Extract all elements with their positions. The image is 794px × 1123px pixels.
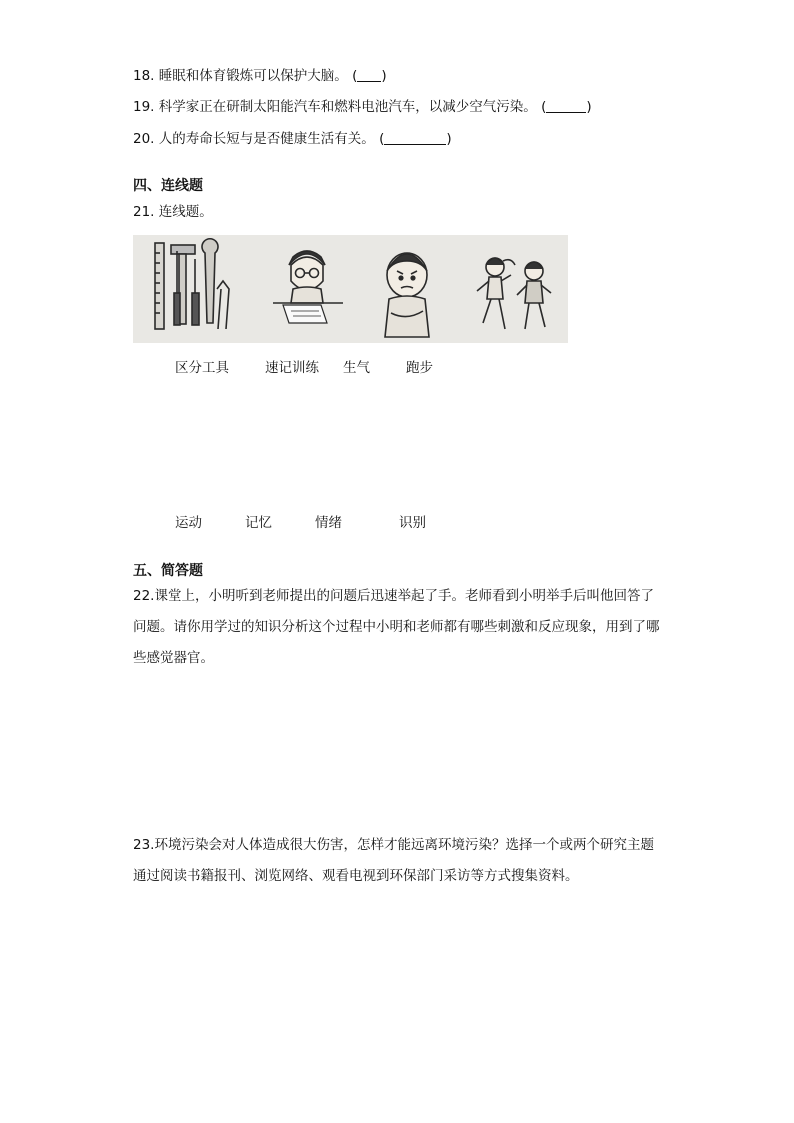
question-23-number: 23.	[133, 837, 155, 853]
match-bottom-item-2[interactable]: 记忆	[245, 515, 272, 531]
question-20-text: 人的寿命长短与是否健康生活有关。	[158, 131, 375, 147]
question-19-number: 19.	[133, 99, 155, 115]
matching-illustration-svg	[133, 235, 568, 343]
running-children-icon	[477, 258, 551, 329]
question-18-close-paren: )	[381, 68, 387, 84]
section-4-heading: 四、连线题	[133, 178, 203, 194]
question-21-text: 连线题。	[158, 204, 213, 220]
question-23-text: 环境污染会对人体造成很大伤害，怎样才能远离环境污染？选择一个或两个研究主题通过阅读书籍报刊、浏览网络、观看电视到环保部门采访等方式搜集资料。	[133, 837, 654, 884]
match-top-item-2[interactable]: 速记训练	[265, 360, 319, 376]
question-20-open-paren: (	[379, 131, 385, 147]
match-bottom-item-3[interactable]: 情绪	[315, 515, 342, 531]
match-top-item-4[interactable]: 跑步	[406, 360, 433, 376]
question-18-number: 18.	[133, 68, 155, 84]
answer-blank-20[interactable]	[384, 130, 446, 145]
match-bottom-item-1[interactable]: 运动	[175, 515, 202, 531]
question-20-close-paren: )	[446, 131, 452, 147]
question-21	[133, 202, 213, 222]
question-20	[133, 129, 452, 149]
matching-illustration	[133, 235, 568, 343]
question-19-open-paren: (	[541, 99, 547, 115]
question-22-number: 22.	[133, 588, 155, 604]
boy-writing-icon	[273, 251, 343, 323]
question-19-close-paren: )	[586, 99, 592, 115]
section-5-heading: 五、简答题	[133, 563, 203, 579]
angry-boy-icon	[385, 253, 429, 337]
tools-icon	[155, 239, 229, 329]
question-19-text: 科学家正在研制太阳能汽车和燃料电池汽车，以减少空气污染。	[158, 99, 537, 115]
question-18-open-paren: (	[352, 68, 358, 84]
question-23	[133, 830, 663, 892]
match-bottom-item-4[interactable]: 识别	[399, 515, 426, 531]
question-18	[133, 66, 387, 86]
question-22-text: 课堂上，小明听到老师提出的问题后迅速举起了手。老师看到小明举手后叫他回答了问题。请你用学过的知识分析这个过程中小明和老师都有哪些刺激和反应现象，用到了哪些感觉器官。	[133, 588, 660, 666]
answer-blank-18[interactable]	[357, 67, 381, 82]
question-22	[133, 581, 663, 674]
question-19	[133, 97, 592, 117]
question-21-number: 21.	[133, 204, 155, 220]
match-top-item-3[interactable]: 生气	[343, 360, 370, 376]
question-20-number: 20.	[133, 131, 155, 147]
question-18-text: 睡眠和体育锻炼可以保护大脑。	[158, 68, 348, 84]
match-top-item-1[interactable]: 区分工具	[175, 360, 229, 376]
answer-blank-19[interactable]	[546, 98, 586, 113]
